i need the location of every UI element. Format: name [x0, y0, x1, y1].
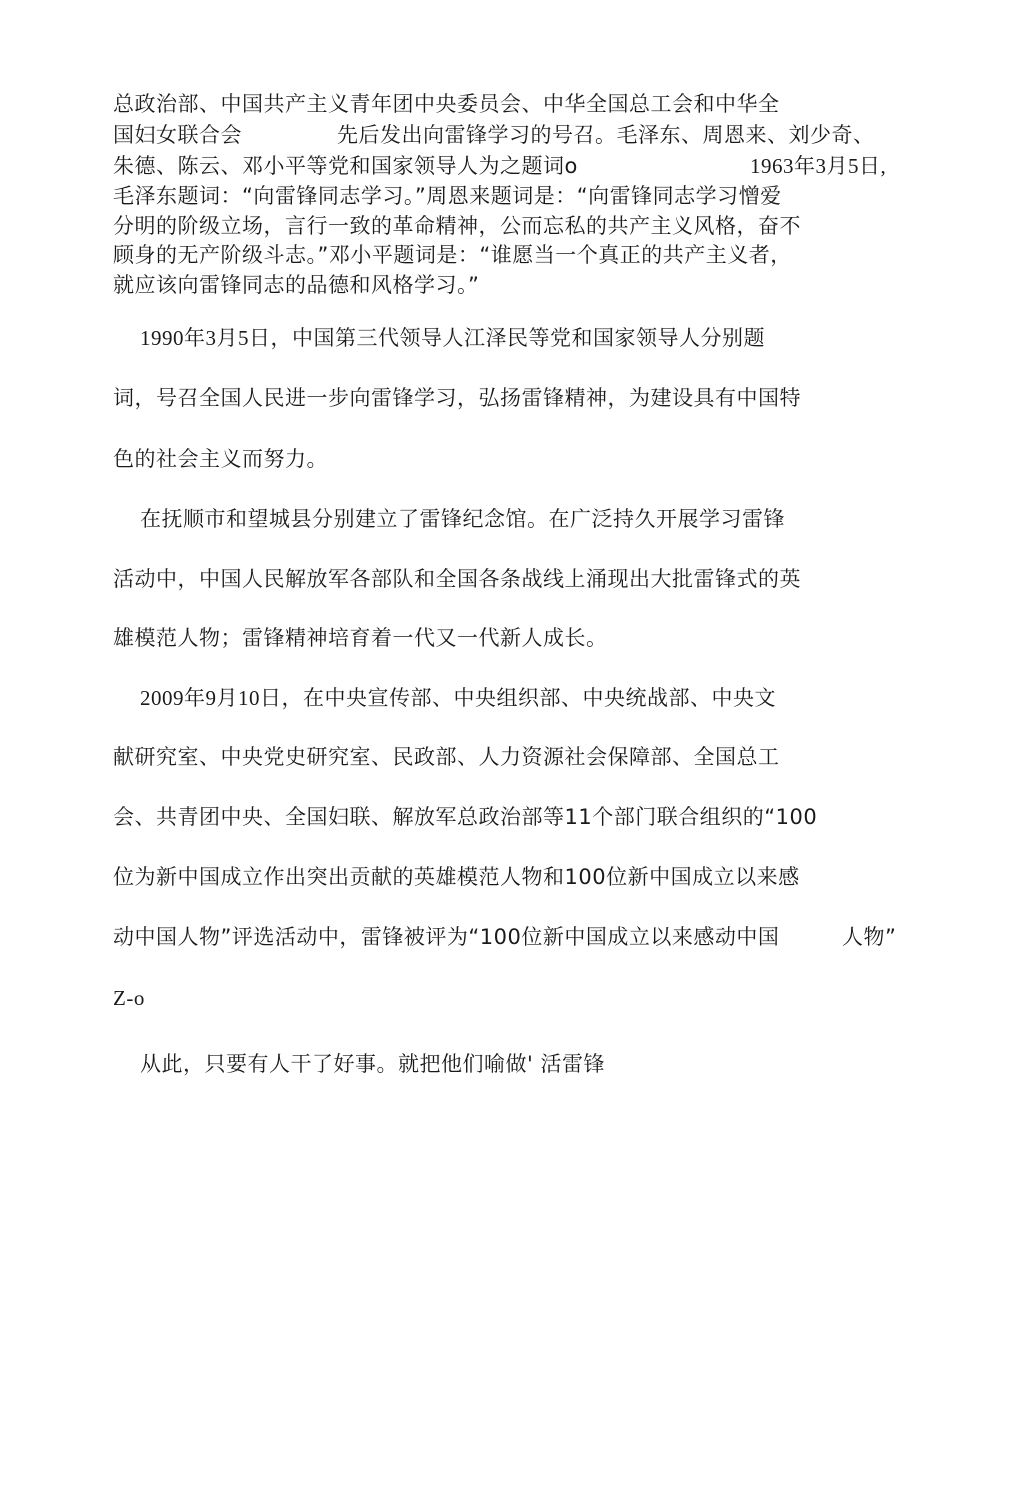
block1-line-3a: 朱德、陈云、邓小平等党和国家领导人为之题词o	[113, 154, 578, 178]
para3-line-3: 雄模范人物；雷锋精神培育着一代又一代新人成长。	[113, 626, 608, 650]
para3-line-2: 活动中，中国人民解放军各部队和全国各条战线上涌现出大批雷锋式的英	[113, 567, 801, 591]
block1-line-2b: 先后发出向雷锋学习的号召。毛泽东、周恩来、刘少奇、	[337, 123, 875, 147]
para4-line-2: 献研究室、中央党史研究室、民政部、人力资源社会保障部、全国总工	[113, 745, 780, 769]
para4-line-1: 2009年9月10日，在中央宣传部、中央组织部、中央统战部、中央文	[140, 686, 776, 710]
block1-line-5: 分明的阶级立场，言行一致的革命精神，公而忘私的共产主义风格，奋不	[113, 214, 801, 238]
block1-line-2a: 国妇女联合会	[113, 123, 242, 147]
block1-line-1: 总政治部、中国共产主义青年团中央委员会、中华全国总工会和中华全	[113, 92, 780, 116]
para2-line-1: 1990年3月5日，中国第三代领导人江泽民等党和国家领导人分别题	[140, 326, 765, 350]
para4-line-3: 会、共青团中央、全国妇联、解放军总政治部等11个部门联合组织的“100	[113, 805, 818, 829]
para3-line-1: 在抚顺市和望城县分别建立了雷锋纪念馆。在广泛持久开展学习雷锋	[140, 507, 785, 531]
para4-line-6: Z-o	[113, 986, 145, 1010]
block1-line-3b: 1963年3月5日,	[750, 154, 887, 178]
block1-line-6: 顾身的无产阶级斗志。”邓小平题词是：“谁愿当一个真正的共产主义者，	[113, 243, 792, 267]
block1-line-7: 就应该向雷锋同志的品德和风格学习。”	[113, 273, 480, 297]
para2-line-3: 色的社会主义而努力。	[113, 447, 328, 471]
para5-line-1: 从此，只要有人干了好事。就把他们喻做' 活雷锋	[140, 1052, 605, 1076]
block1-line-4: 毛泽东题词：“向雷锋同志学习。”周恩来题词是：“向雷锋同志学习憎爱	[113, 184, 782, 208]
para4-line-5a: 动中国人物”评选活动中，雷锋被评为“100位新中国成立以来感动中国	[113, 925, 780, 949]
para2-line-2: 词，号召全国人民进一步向雷锋学习，弘扬雷锋精神，为建设具有中国特	[113, 386, 801, 410]
para4-line-5b: 人物”	[842, 925, 897, 949]
para4-line-4: 位为新中国成立作出突出贡献的英雄模范人物和100位新中国成立以来感	[113, 865, 800, 889]
